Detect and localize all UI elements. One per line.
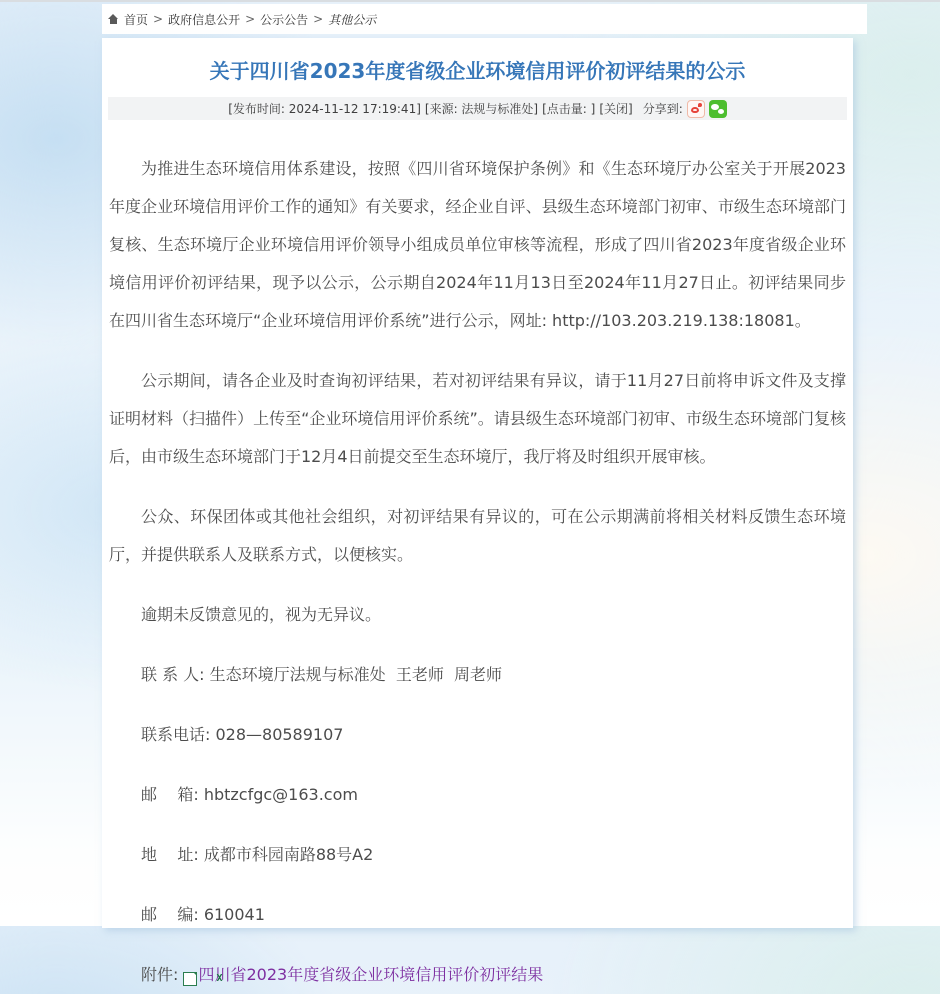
weibo-eye-glyph [691, 107, 699, 113]
home-icon [108, 14, 119, 24]
paragraph-intro: 为推进生态环境信用体系建设，按照《四川省环境保护条例》和《生态环境厅办公室关于开展2023年度企业环境信用评价工作的通知》有关要求，经企业自评、县级生态环境部门初审、市级生态环境部门复核、生态环境厅企业环境信用评价领导小组成员单位审核等流程，形成了四川省2023年度省级企业环境信用评价初评结果，现予以公示，公示期自2024年11月13日至2024年11月27日止。初评结果同步在四川省生态环境厅“企业环境信用评价系统”进行公示，网址: http://103.203.219.138:18081。 [109, 159, 846, 330]
page-title: 关于四川省2023年度省级企业环境信用评价初评结果的公示 [209, 59, 746, 83]
publish-time: [发布时间: 2024-11-12 17:19:41] [228, 102, 421, 116]
contact-person-line: 联 系 人: 生态环境厅法规与标准处 王老师 周老师 [141, 665, 502, 684]
paragraph-appeal-process: 公示期间，请各企业及时查询初评结果，若对初评结果有异议，请于11月27日前将申诉文件及支撑证明材料（扫描件）上传至“企业环境信用评价系统”。请县级生态环境部门初审、市级生态环境部门复核后，由市级生态环境部门于12月4日前提交至生态环境厅，我厅将及时组织开展审核。 [109, 371, 846, 466]
contact-phone-line: 联系电话: 028—80589107 [141, 725, 344, 744]
postal-code-line: 邮 编: 610041 [141, 905, 265, 924]
close-button[interactable]: [关闭] [599, 102, 633, 116]
hit-count: [点击量: ] [542, 102, 596, 116]
attachment-line [109, 956, 846, 994]
attachment-download-link[interactable] [183, 965, 543, 984]
wechat-share-icon[interactable] [709, 100, 727, 118]
breadcrumb [102, 4, 867, 34]
breadcrumb-separator: > [313, 12, 324, 26]
article-container [102, 38, 853, 984]
breadcrumb-separator: > [153, 12, 164, 26]
breadcrumb-gov-info[interactable]: 政府信息公开 [168, 12, 241, 27]
contact-address-line: 地 址: 成都市科园南路88号A2 [141, 845, 374, 864]
breadcrumb-current-page: 其他公示 [328, 12, 377, 27]
share-label: 分享到: [642, 102, 683, 116]
attachment-label: 附件: [141, 965, 184, 984]
breadcrumb-home[interactable]: 首页 [124, 12, 149, 27]
paragraph-deadline-note: 逾期未反馈意见的，视为无异议。 [141, 605, 382, 624]
attachment-link-text: 四川省2023年度省级企业环境信用评价初评结果 [198, 965, 544, 984]
weibo-share-icon[interactable] [687, 100, 705, 118]
breadcrumb-notices[interactable]: 公示公告 [260, 12, 309, 27]
breadcrumb-separator: > [245, 12, 256, 26]
source-department: [来源: 法规与标准处] [424, 102, 539, 116]
paragraph-public-feedback: 公众、环保团体或其他社会组织，对初评结果有异议的，可在公示期满前将相关材料反馈生态环境厅，并提供联系人及联系方式，以便核实。 [109, 507, 846, 564]
wechat-bubble-small-glyph [718, 109, 724, 114]
excel-file-icon [183, 972, 197, 986]
weibo-spark-glyph [698, 103, 702, 107]
article-body [109, 150, 846, 994]
contact-email-line: 邮 箱: hbtzcfgc@163.com [141, 785, 358, 804]
article-meta-bar [108, 97, 847, 120]
